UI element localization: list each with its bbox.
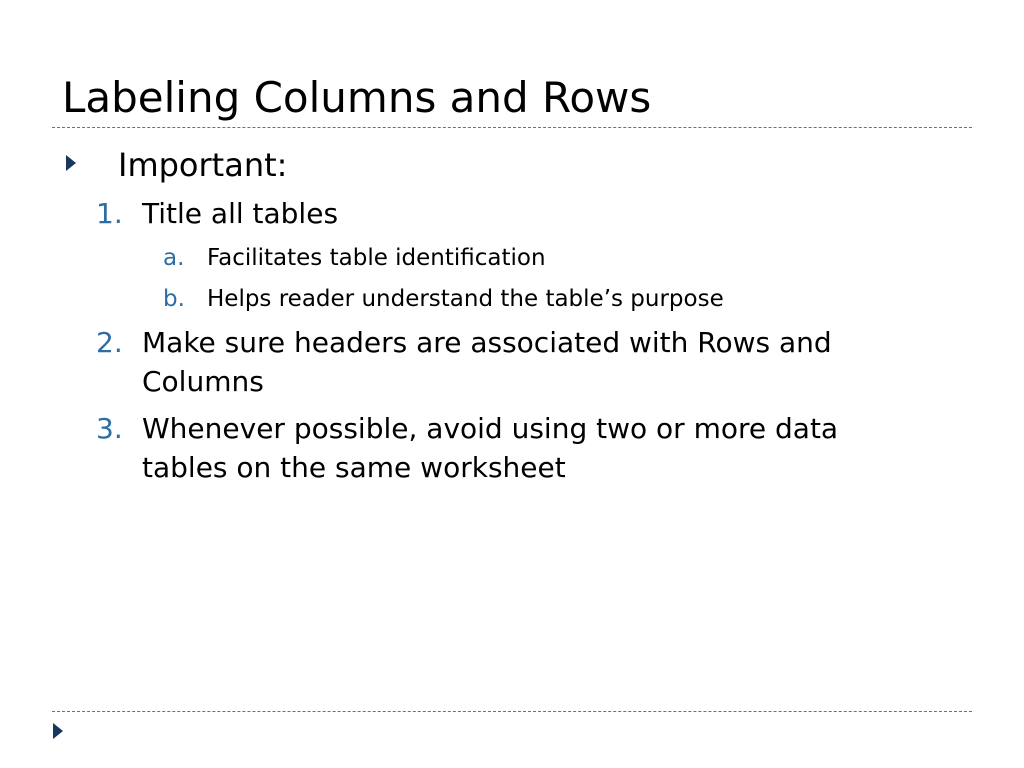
list-item-text: Title all tables xyxy=(142,197,339,230)
sub-item-letter: a. xyxy=(163,245,185,271)
sub-item-a xyxy=(163,243,546,273)
list-number: 3. xyxy=(96,412,123,445)
list-number: 2. xyxy=(96,326,123,359)
triangle-right-icon xyxy=(66,155,76,171)
sub-item-text: Facilitates table identification xyxy=(207,245,546,271)
list-item-line: tables on the same worksheet xyxy=(142,451,566,484)
sub-item-letter: b. xyxy=(163,286,185,312)
bullet-important: Important: xyxy=(118,146,288,184)
list-item-1 xyxy=(96,194,338,233)
sub-item-text: Helps reader understand the table’s purpose xyxy=(207,286,724,312)
title-divider xyxy=(52,127,972,128)
list-item-3 xyxy=(96,409,982,487)
list-item-line: Whenever possible, avoid using two or more data xyxy=(142,412,839,445)
footer-divider xyxy=(52,711,972,712)
slide-title: Labeling Columns and Rows xyxy=(62,73,652,122)
sub-item-b xyxy=(163,284,724,314)
list-number: 1. xyxy=(96,197,123,230)
list-item-text xyxy=(142,409,982,487)
list-item-2 xyxy=(96,323,982,401)
triangle-right-icon xyxy=(53,723,63,739)
list-item-line: Make sure headers are associated with Rows and xyxy=(142,326,832,359)
list-item-line: Columns xyxy=(142,365,264,398)
list-item-text xyxy=(142,323,982,401)
